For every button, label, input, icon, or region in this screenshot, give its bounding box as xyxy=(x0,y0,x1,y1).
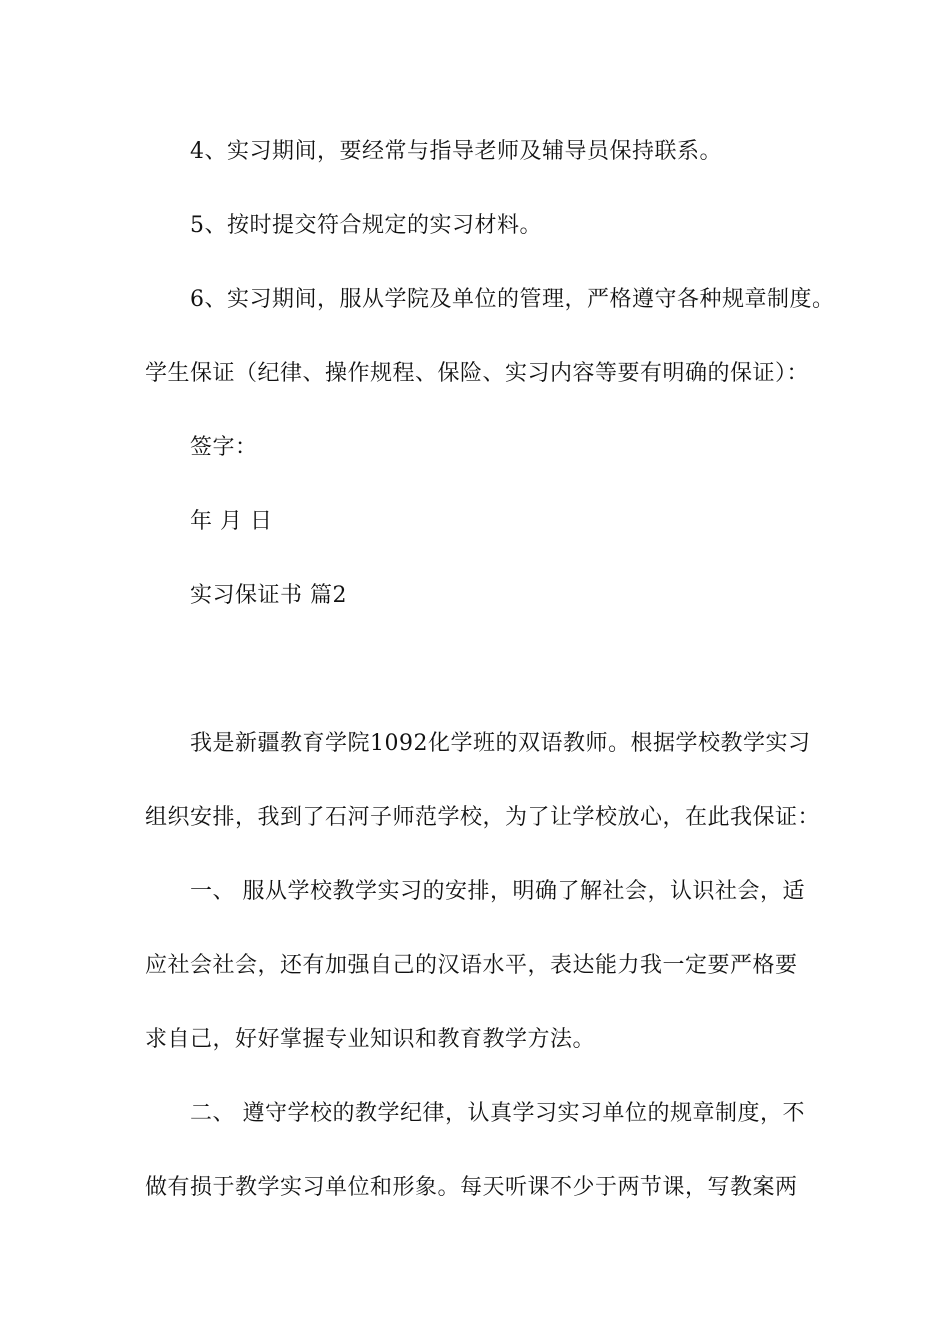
date-label: 年 月 日 xyxy=(190,509,273,534)
paragraph-line: 5、按时提交符合规定的实习材料。 xyxy=(190,213,542,238)
paragraph-line: 求自己，好好掌握专业知识和教育教学方法。 xyxy=(145,1027,596,1052)
section-title: 实习保证书 篇2 xyxy=(190,583,347,608)
paragraph-line: 一、 服从学校教学实习的安排，明确了解社会，认识社会，适 xyxy=(190,879,805,904)
paragraph-line: 6、实习期间，服从学院及单位的管理，严格遵守各种规章制度。 xyxy=(190,287,835,312)
signature-label: 签字： xyxy=(190,435,258,460)
paragraph-line: 学生保证（纪律、操作规程、保险、实习内容等要有明确的保证）： xyxy=(145,361,810,386)
paragraph-line: 4、实习期间，要经常与指导老师及辅导员保持联系。 xyxy=(190,139,722,164)
paragraph-line: 组织安排，我到了石河子师范学校，为了让学校放心，在此我保证： xyxy=(145,805,821,830)
paragraph-line: 做有损于教学实习单位和形象。每天听课不少于两节课，写教案两 xyxy=(145,1175,798,1200)
paragraph-line: 应社会社会，还有加强自己的汉语水平，表达能力我一定要严格要 xyxy=(145,953,798,978)
paragraph-line: 二、 遵守学校的教学纪律，认真学习实习单位的规章制度，不 xyxy=(190,1101,805,1126)
paragraph-line: 我是新疆教育学院1092化学班的双语教师。根据学校教学实习 xyxy=(190,731,811,756)
